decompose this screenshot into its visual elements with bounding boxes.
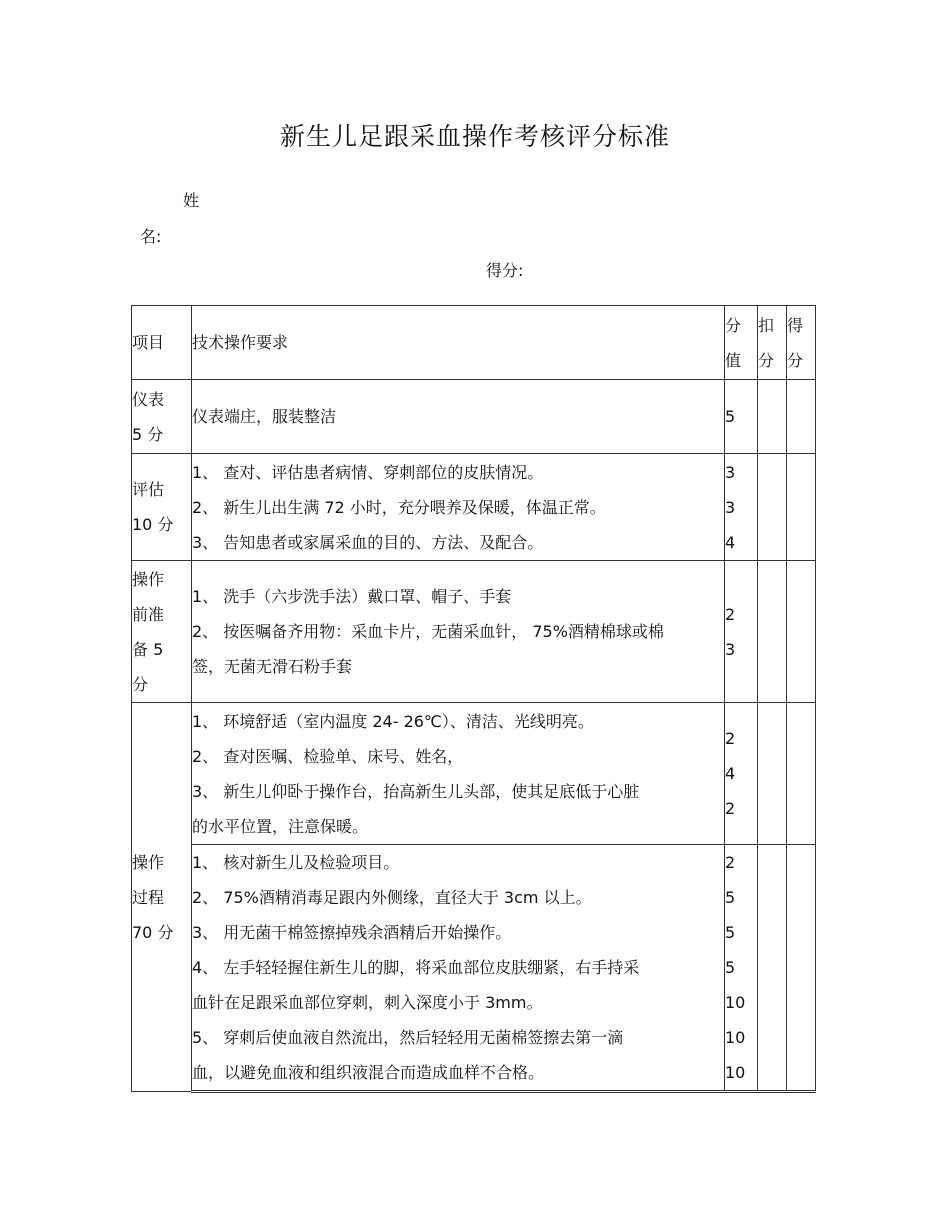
requirement-cell: 仪表端庄，服装整洁: [192, 380, 725, 454]
got-cell: [787, 561, 816, 703]
header-item: 项目: [132, 306, 192, 380]
deduct-cell: [758, 454, 787, 561]
deduct-cell: [758, 561, 787, 703]
requirement-cell: 1、 查对、评估患者病情、穿刺部位的皮肤情况。 2、 新生儿出生满 72 小时，充分喂养及保暖，体温正常。 3、 告知患者或家属采血的目的、方法、及配合。: [192, 454, 725, 561]
table-row-assessment: [132, 454, 816, 561]
got-cell: [787, 845, 816, 1092]
got-cell: [787, 454, 816, 561]
got-cell: [787, 703, 816, 845]
score-label: 得分:: [486, 261, 524, 280]
header-value: 分 值: [725, 306, 758, 380]
scoring-table: [131, 305, 816, 1093]
table-row-process-a: [132, 703, 816, 845]
table-row-process-b: [132, 845, 816, 1092]
section-name: 仪表 5 分: [132, 380, 192, 454]
section-name: 评估 10 分: [132, 454, 192, 561]
score-cell: 2 3: [725, 561, 758, 703]
header-deduct: 扣 分: [758, 306, 787, 380]
requirement-cell: 1、 核对新生儿及检验项目。 2、 75%酒精消毒足跟内外侧缘，直径大于 3cm 以上。 3、 用无菌干棉签擦掉残余酒精后开始操作。 4、 左手轻轻握住新生儿的脚，将采血部位皮肤绷紧，右手持采 血针在足跟采血部位穿刺，刺入深度小于 3mm。 5、 穿刺后使血液自然流出，然后轻轻用无菌棉签擦去第一滴 血，以避免血液和组织液混合而造成血样不合格。: [192, 845, 725, 1092]
header-got: 得 分: [787, 306, 816, 380]
table-row-appearance: [132, 380, 816, 454]
score-cell: 3 3 4: [725, 454, 758, 561]
section-name: 操作 过程 70 分: [132, 703, 192, 1092]
header-row: [132, 306, 816, 380]
got-cell: [787, 380, 816, 454]
name-label-bottom: 名:: [140, 227, 162, 246]
header-requirement: 技术操作要求: [192, 306, 725, 380]
score-cell: 2 4 2: [725, 703, 758, 845]
page-title: 新生儿足跟采血操作考核评分标准: [279, 122, 670, 151]
name-label-top: 姓: [183, 191, 200, 210]
score-cell: 2 5 5 5 10 10 10: [725, 845, 758, 1092]
section-name: 操作 前准 备 5 分: [132, 561, 192, 703]
deduct-cell: [758, 845, 787, 1092]
score-cell: 5: [725, 380, 758, 454]
table-row-preparation: [132, 561, 816, 703]
requirement-cell: 1、 洗手（六步洗手法）戴口罩、帽子、手套 2、 按医嘱备齐用物：采血卡片，无菌采血针， 75%酒精棉球或棉 签，无菌无滑石粉手套: [192, 561, 725, 703]
requirement-cell: 1、 环境舒适（室内温度 24- 26℃）、清洁、光线明亮。 2、 查对医嘱、检验单、床号、姓名， 3、 新生儿仰卧于操作台，抬高新生儿头部，使其足底低于心脏 的水平位置，注意保暖。: [192, 703, 725, 845]
deduct-cell: [758, 380, 787, 454]
deduct-cell: [758, 703, 787, 845]
